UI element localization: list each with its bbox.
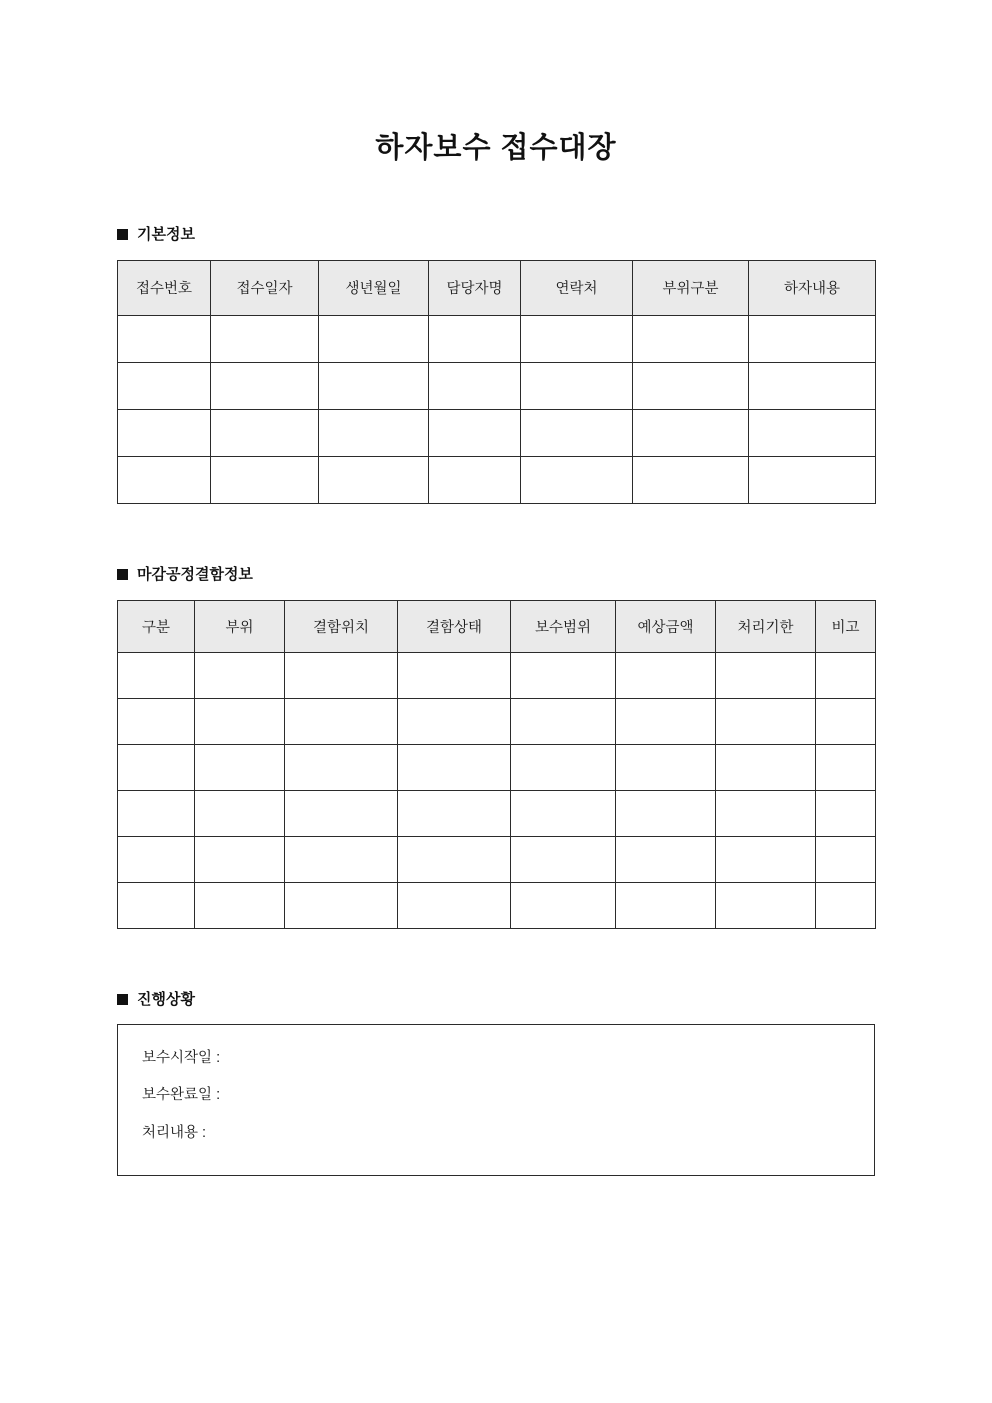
table-cell[interactable] xyxy=(285,790,398,836)
table-cell[interactable] xyxy=(195,882,285,928)
table-cell[interactable] xyxy=(118,790,195,836)
table-cell[interactable] xyxy=(118,315,211,362)
table-cell[interactable] xyxy=(211,362,319,409)
section-basic-info xyxy=(117,227,875,504)
table-row xyxy=(118,836,876,882)
table-cell[interactable] xyxy=(749,456,876,503)
table-row xyxy=(118,882,876,928)
table-cell[interactable] xyxy=(429,315,521,362)
column-header: 연락처 xyxy=(521,260,633,315)
table-cell[interactable] xyxy=(716,698,816,744)
section-heading-label: 기본정보 xyxy=(137,225,195,243)
table-cell[interactable] xyxy=(211,409,319,456)
section-defect-info xyxy=(117,567,875,929)
table-cell[interactable] xyxy=(716,882,816,928)
table-cell[interactable] xyxy=(429,456,521,503)
table-cell[interactable] xyxy=(816,698,876,744)
table-cell[interactable] xyxy=(511,744,616,790)
table-cell[interactable] xyxy=(521,315,633,362)
progress-box[interactable] xyxy=(117,1024,875,1176)
table-cell[interactable] xyxy=(429,362,521,409)
progress-field-handling-details[interactable]: 처리내용 : xyxy=(142,1124,207,1141)
column-header: 예상금액 xyxy=(616,600,716,652)
column-header: 구분 xyxy=(118,600,195,652)
table-cell[interactable] xyxy=(633,315,749,362)
table-cell[interactable] xyxy=(616,744,716,790)
progress-field-repair-start-date[interactable]: 보수시작일 : xyxy=(142,1049,221,1066)
table-cell[interactable] xyxy=(195,744,285,790)
table-cell[interactable] xyxy=(211,315,319,362)
table-header-row xyxy=(118,260,876,315)
section-heading-basic-info xyxy=(117,227,875,242)
table-row xyxy=(118,456,876,503)
column-header: 처리기한 xyxy=(716,600,816,652)
table-cell[interactable] xyxy=(118,456,211,503)
section-heading-label: 마감공정결함정보 xyxy=(137,565,253,583)
table-cell[interactable] xyxy=(511,836,616,882)
table-cell[interactable] xyxy=(511,652,616,698)
table-cell[interactable] xyxy=(716,836,816,882)
table-cell[interactable] xyxy=(211,456,319,503)
page-title: 하자보수 접수대장 xyxy=(375,132,617,164)
table-row xyxy=(118,698,876,744)
column-header: 접수일자 xyxy=(211,260,319,315)
square-bullet-icon xyxy=(117,229,128,240)
table-cell[interactable] xyxy=(616,652,716,698)
table-cell[interactable] xyxy=(285,744,398,790)
table-cell[interactable] xyxy=(118,882,195,928)
table-cell[interactable] xyxy=(319,456,429,503)
table-cell[interactable] xyxy=(118,362,211,409)
table-cell[interactable] xyxy=(118,409,211,456)
column-header: 하자내용 xyxy=(749,260,876,315)
table-cell[interactable] xyxy=(816,652,876,698)
square-bullet-icon xyxy=(117,994,128,1005)
column-header: 부위구분 xyxy=(633,260,749,315)
table-cell[interactable] xyxy=(616,882,716,928)
table-cell[interactable] xyxy=(816,790,876,836)
table-cell[interactable] xyxy=(816,744,876,790)
table-cell[interactable] xyxy=(749,315,876,362)
table-cell[interactable] xyxy=(616,790,716,836)
table-cell[interactable] xyxy=(521,362,633,409)
table-cell[interactable] xyxy=(285,882,398,928)
table-cell[interactable] xyxy=(398,744,511,790)
table-cell[interactable] xyxy=(511,698,616,744)
table-row xyxy=(118,362,876,409)
table-cell[interactable] xyxy=(633,456,749,503)
table-cell[interactable] xyxy=(285,652,398,698)
table-cell[interactable] xyxy=(816,882,876,928)
table-header-row xyxy=(118,600,876,652)
progress-field-repair-complete-date[interactable]: 보수완료일 : xyxy=(142,1087,221,1104)
table-cell[interactable] xyxy=(319,409,429,456)
column-header: 보수범위 xyxy=(511,600,616,652)
table-cell[interactable] xyxy=(716,744,816,790)
defect-info-table xyxy=(117,600,876,929)
table-row xyxy=(118,315,876,362)
section-heading-label: 진행상황 xyxy=(137,990,195,1008)
table-cell[interactable] xyxy=(521,409,633,456)
table-cell[interactable] xyxy=(285,836,398,882)
table-cell[interactable] xyxy=(118,652,195,698)
table-cell[interactable] xyxy=(319,315,429,362)
column-header: 담당자명 xyxy=(429,260,521,315)
table-row xyxy=(118,652,876,698)
table-cell[interactable] xyxy=(398,652,511,698)
table-cell[interactable] xyxy=(319,362,429,409)
table-cell[interactable] xyxy=(521,456,633,503)
table-cell[interactable] xyxy=(118,836,195,882)
column-header: 부위 xyxy=(195,600,285,652)
table-cell[interactable] xyxy=(511,790,616,836)
section-heading-progress xyxy=(117,992,875,1007)
table-cell[interactable] xyxy=(633,362,749,409)
table-cell[interactable] xyxy=(616,836,716,882)
column-header: 결함상태 xyxy=(398,600,511,652)
table-cell[interactable] xyxy=(398,836,511,882)
table-cell[interactable] xyxy=(285,698,398,744)
table-cell[interactable] xyxy=(118,744,195,790)
table-row xyxy=(118,744,876,790)
table-cell[interactable] xyxy=(118,698,195,744)
table-row xyxy=(118,409,876,456)
table-cell[interactable] xyxy=(195,652,285,698)
table-cell[interactable] xyxy=(749,409,876,456)
table-cell[interactable] xyxy=(195,836,285,882)
table-cell[interactable] xyxy=(398,790,511,836)
section-heading-defect-info xyxy=(117,567,875,582)
table-cell[interactable] xyxy=(511,882,616,928)
column-header: 결함위치 xyxy=(285,600,398,652)
column-header: 접수번호 xyxy=(118,260,211,315)
table-cell[interactable] xyxy=(633,409,749,456)
basic-info-table xyxy=(117,260,876,504)
column-header: 생년월일 xyxy=(319,260,429,315)
table-cell[interactable] xyxy=(716,652,816,698)
table-cell[interactable] xyxy=(749,362,876,409)
table-cell[interactable] xyxy=(195,698,285,744)
table-cell[interactable] xyxy=(195,790,285,836)
table-cell[interactable] xyxy=(429,409,521,456)
section-progress xyxy=(117,992,875,1176)
table-cell[interactable] xyxy=(398,882,511,928)
column-header: 비고 xyxy=(816,600,876,652)
table-cell[interactable] xyxy=(616,698,716,744)
table-cell[interactable] xyxy=(816,836,876,882)
table-row xyxy=(118,790,876,836)
table-cell[interactable] xyxy=(398,698,511,744)
square-bullet-icon xyxy=(117,569,128,580)
table-cell[interactable] xyxy=(716,790,816,836)
